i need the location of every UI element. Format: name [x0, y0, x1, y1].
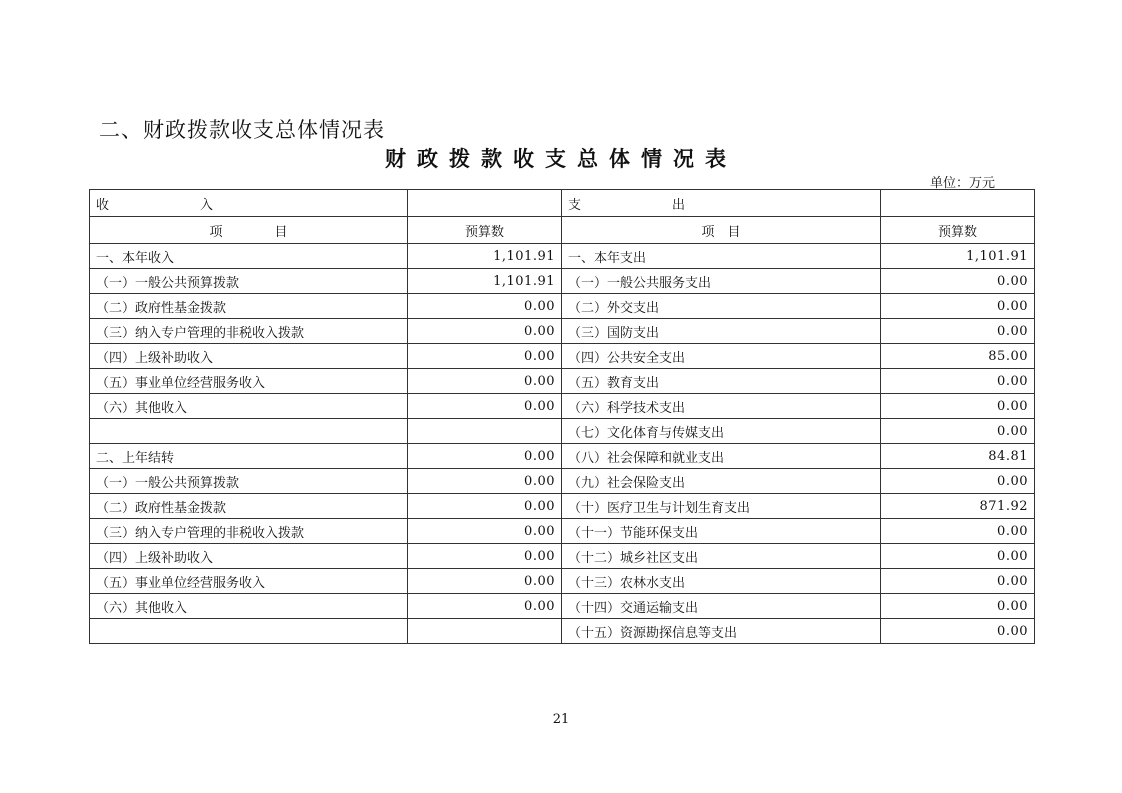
header-row-columns	[90, 217, 1035, 244]
expense-header: 支 出	[562, 190, 881, 217]
expense-budget-cell: 85.00	[881, 344, 1035, 369]
unit-label: 单位：万元	[930, 176, 996, 191]
table-row	[90, 269, 1035, 294]
income-budget-cell: 1,101.91	[408, 244, 562, 269]
table-row	[90, 494, 1035, 519]
income-budget-cell: 0.00	[408, 444, 562, 469]
income-header-blank	[408, 190, 562, 217]
income-item-cell: （三）纳入专户管理的非税收入拨款	[90, 319, 408, 344]
expense-item-cell: （八）社会保障和就业支出	[562, 444, 881, 469]
income-item-cell: （六）其他收入	[90, 594, 408, 619]
table-row	[90, 394, 1035, 419]
table-row	[90, 594, 1035, 619]
income-item-cell: （二）政府性基金拨款	[90, 294, 408, 319]
income-budget-cell	[408, 419, 562, 444]
expense-budget-cell: 0.00	[881, 619, 1035, 644]
expense-item-cell: （六）科学技术支出	[562, 394, 881, 419]
income-budget-cell: 0.00	[408, 494, 562, 519]
expense-item-cell: （五）教育支出	[562, 369, 881, 394]
income-item-cell: （四）上级补助收入	[90, 544, 408, 569]
expense-item-cell: （十五）资源勘探信息等支出	[562, 619, 881, 644]
expense-budget-cell: 0.00	[881, 594, 1035, 619]
income-item-cell: （三）纳入专户管理的非税收入拨款	[90, 519, 408, 544]
income-item-cell	[90, 419, 408, 444]
expense-budget-header: 预算数	[881, 217, 1035, 244]
expense-budget-cell: 0.00	[881, 519, 1035, 544]
expense-budget-cell: 0.00	[881, 419, 1035, 444]
income-budget-cell: 0.00	[408, 519, 562, 544]
income-item-cell: （六）其他收入	[90, 394, 408, 419]
header-row-sections	[90, 190, 1035, 217]
expense-item-header: 项 目	[562, 217, 881, 244]
expense-item-cell: （十一）节能环保支出	[562, 519, 881, 544]
expense-budget-cell: 871.92	[881, 494, 1035, 519]
income-item-cell	[90, 619, 408, 644]
income-item-cell: （四）上级补助收入	[90, 344, 408, 369]
income-budget-cell: 0.00	[408, 294, 562, 319]
expense-budget-cell: 1,101.91	[881, 244, 1035, 269]
expense-item-cell: （一）一般公共服务支出	[562, 269, 881, 294]
expense-item-cell: （四）公共安全支出	[562, 344, 881, 369]
expense-budget-cell: 0.00	[881, 469, 1035, 494]
income-budget-cell: 0.00	[408, 569, 562, 594]
table-row	[90, 569, 1035, 594]
income-item-cell: （二）政府性基金拨款	[90, 494, 408, 519]
page-number: 21	[552, 712, 570, 727]
table-row	[90, 344, 1035, 369]
expense-item-cell: （十二）城乡社区支出	[562, 544, 881, 569]
expense-budget-cell: 0.00	[881, 319, 1035, 344]
expense-budget-cell: 0.00	[881, 369, 1035, 394]
income-budget-cell: 0.00	[408, 394, 562, 419]
income-item-cell: 一、本年收入	[90, 244, 408, 269]
expense-item-cell: 一、本年支出	[562, 244, 881, 269]
table-row	[90, 444, 1035, 469]
expense-item-cell: （十四）交通运输支出	[562, 594, 881, 619]
expense-budget-cell: 0.00	[881, 544, 1035, 569]
table-row	[90, 319, 1035, 344]
expense-item-cell: （二）外交支出	[562, 294, 881, 319]
income-item-cell: （五）事业单位经营服务收入	[90, 369, 408, 394]
income-budget-cell	[408, 619, 562, 644]
expense-budget-cell: 0.00	[881, 269, 1035, 294]
table-row	[90, 419, 1035, 444]
expense-header-blank	[881, 190, 1035, 217]
income-item-cell: 二、上年结转	[90, 444, 408, 469]
expense-budget-cell: 0.00	[881, 569, 1035, 594]
section-title: 二、财政拨款收支总体情况表	[99, 118, 385, 142]
income-item-cell: （一）一般公共预算拨款	[90, 469, 408, 494]
income-budget-cell: 0.00	[408, 544, 562, 569]
income-item-cell: （五）事业单位经营服务收入	[90, 569, 408, 594]
income-budget-cell: 1,101.91	[408, 269, 562, 294]
table-row	[90, 244, 1035, 269]
income-budget-cell: 0.00	[408, 594, 562, 619]
expense-item-cell: （十三）农林水支出	[562, 569, 881, 594]
expense-item-cell: （十）医疗卫生与计划生育支出	[562, 494, 881, 519]
income-header: 收 入	[90, 190, 408, 217]
table-row	[90, 294, 1035, 319]
expense-item-cell: （三）国防支出	[562, 319, 881, 344]
expense-budget-cell: 0.00	[881, 294, 1035, 319]
income-budget-cell: 0.00	[408, 344, 562, 369]
income-item-cell: （一）一般公共预算拨款	[90, 269, 408, 294]
table-row	[90, 369, 1035, 394]
income-budget-cell: 0.00	[408, 469, 562, 494]
income-item-header: 项 目	[90, 217, 408, 244]
table-title: 财政拨款收支总体情况表	[385, 147, 737, 171]
table-row	[90, 519, 1035, 544]
table-row	[90, 619, 1035, 644]
fiscal-summary-table	[89, 189, 1035, 644]
income-budget-cell: 0.00	[408, 319, 562, 344]
expense-budget-cell: 84.81	[881, 444, 1035, 469]
expense-item-cell: （九）社会保险支出	[562, 469, 881, 494]
table-row	[90, 469, 1035, 494]
expense-budget-cell: 0.00	[881, 394, 1035, 419]
income-budget-header: 预算数	[408, 217, 562, 244]
table-row	[90, 544, 1035, 569]
income-budget-cell: 0.00	[408, 369, 562, 394]
expense-item-cell: （七）文化体育与传媒支出	[562, 419, 881, 444]
